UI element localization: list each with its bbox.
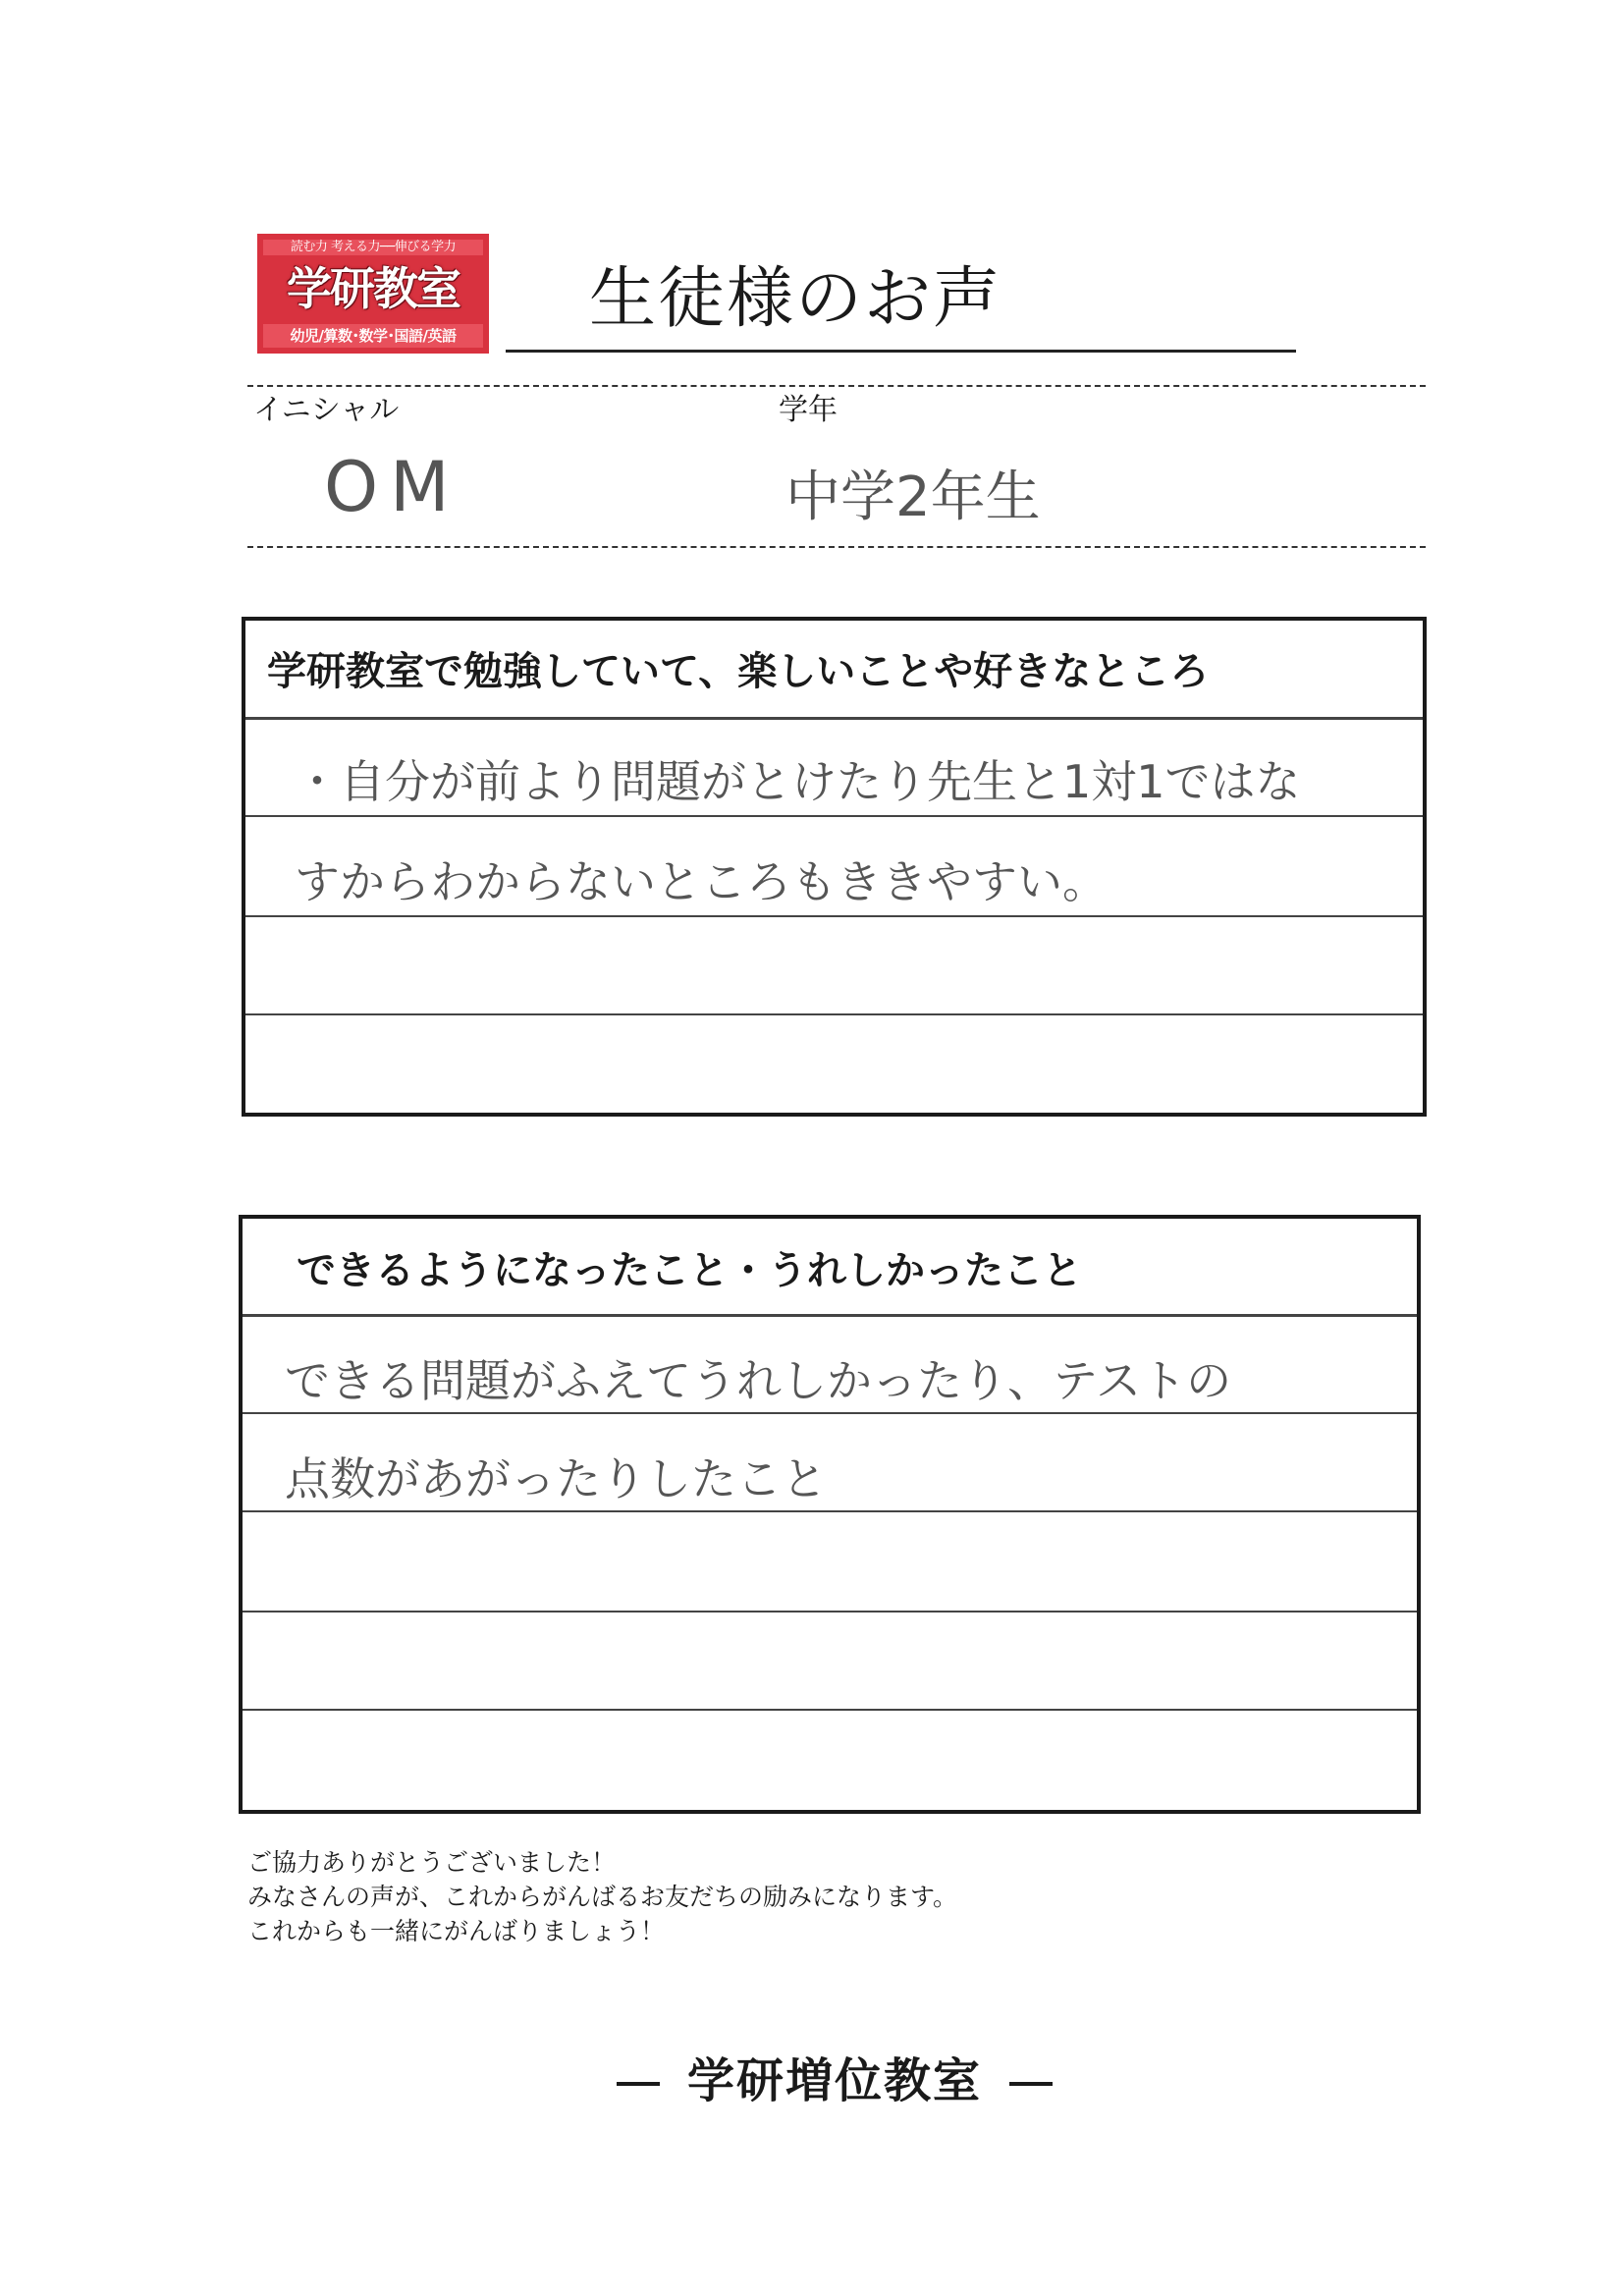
section-enjoy-line-1: ・自分が前より問題がとけたり先生と1対1ではな — [295, 755, 1301, 808]
section-enjoy-rule — [245, 1013, 1423, 1015]
section-enjoy-heading: 学研教室で勉強していて、楽しいことや好きなところ — [267, 649, 1210, 694]
page-title: 生徒様のお声 — [589, 260, 1002, 338]
grade-label: 学年 — [779, 393, 838, 427]
section-achievements-line-1: できる問題がふえてうれしかったり、テストの — [285, 1354, 1232, 1407]
footer-school — [589, 2043, 1080, 2110]
divider-bottom — [247, 546, 1426, 548]
section-achievements-rule — [243, 1611, 1417, 1613]
gakken-logo — [257, 234, 489, 354]
section-achievements-rule — [243, 1709, 1417, 1711]
logo-name: 学研教室 — [287, 262, 460, 315]
title-underline — [506, 350, 1296, 353]
section-achievements-heading: できるようになったこと・うれしかったこと — [297, 1248, 1082, 1293]
initial-value: OM — [324, 447, 461, 527]
section-achievements-rule — [243, 1412, 1417, 1414]
grade-value: 中学2年生 — [785, 465, 1041, 529]
thanks-line-1: ご協力ありがとうございました！ — [247, 1848, 617, 1877]
initial-label: イニシャル — [253, 393, 400, 427]
thanks-line-3: これからも一緒にがんばりましょう！ — [247, 1917, 666, 1945]
footer-dash-right — [1009, 2082, 1053, 2086]
section-enjoy-head-rule — [245, 717, 1423, 720]
section-achievements-head-rule — [243, 1314, 1417, 1317]
thanks-line-2: みなさんの声が、これからがんばるお友だちの励みになります。 — [247, 1883, 958, 1911]
section-achievements — [239, 1215, 1421, 1814]
section-enjoy-rule — [245, 815, 1423, 817]
footer-dash-left — [617, 2082, 660, 2086]
section-achievements-line-2: 点数があがったりしたこと — [285, 1452, 827, 1505]
logo-subjects: 幼児/算数･数学･国語/英語 — [263, 324, 483, 348]
logo-tagline: 読む力 考える力──伸びる学力 — [263, 240, 483, 255]
section-achievements-rule — [243, 1510, 1417, 1512]
section-enjoy-rule — [245, 915, 1423, 917]
section-enjoy-line-2: すからわからないところもききやすい。 — [295, 855, 1108, 908]
footer-school-name: 学研増位教室 — [687, 2053, 983, 2108]
